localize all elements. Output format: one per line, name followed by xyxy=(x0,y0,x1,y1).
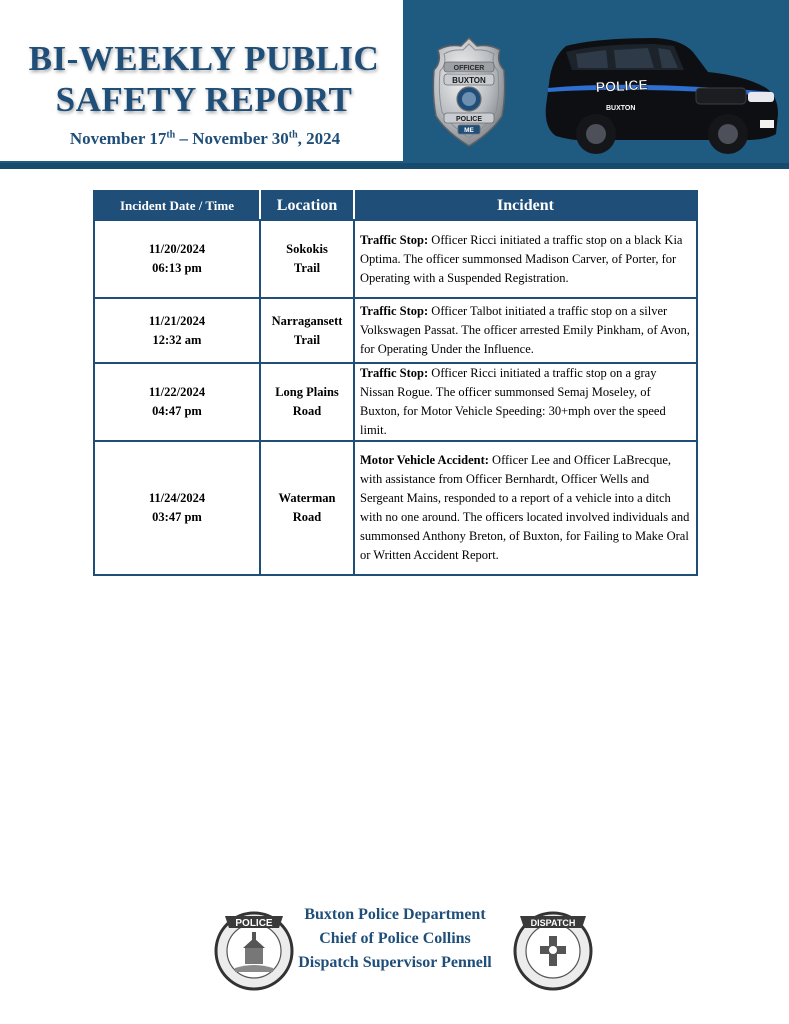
footer-department: Buxton Police Department xyxy=(304,906,486,923)
incident-datetime xyxy=(94,220,260,298)
incident-time: 06:13 pm xyxy=(152,261,202,275)
badge-state: ME xyxy=(464,127,474,134)
incident-datetime xyxy=(94,441,260,575)
date-year: , 2024 xyxy=(297,129,341,148)
incident-type: Traffic Stop: xyxy=(360,232,429,247)
col-header-incident: Incident xyxy=(354,191,697,220)
incident-location xyxy=(260,363,354,441)
incident-text: Officer Lee and Officer LaBrecque, with assistance from Officer Bernhardt, Officer Wells and Sergeant Mains, responded to a report of a vehicle into a ditch with no one around. The officers located involved individuals and summonsed Anthony Breton, of Buxton, for Failing to Make Oral or Written Accident Report. xyxy=(360,453,690,562)
col-header-location: Location xyxy=(260,191,354,220)
dispatch-seal-icon xyxy=(510,906,596,992)
incident-type: Traffic Stop: xyxy=(360,304,429,318)
table-header-row xyxy=(94,191,697,220)
header-divider xyxy=(0,163,789,169)
incident-text: Officer Ricci initiated a traffic stop on a black Kia Optima. The officer summonsed Madison Carver, of Porter, for Operating with a Suspended Registration. xyxy=(360,232,683,285)
incident-location xyxy=(260,298,354,363)
incident-type: Traffic Stop: xyxy=(360,366,429,380)
report-title xyxy=(14,38,394,120)
location-line-2: Road xyxy=(292,510,322,524)
badge-top-text: OFFICER xyxy=(453,65,485,72)
incident-datetime xyxy=(94,363,260,441)
incident-table xyxy=(93,190,698,576)
incident-description xyxy=(354,298,697,363)
location-line-1: Long Plains xyxy=(275,385,339,399)
location-line-2: Trail xyxy=(293,261,321,275)
badge-name: BUXTON xyxy=(452,76,486,85)
location-line-2: Road xyxy=(292,404,322,418)
incident-description xyxy=(354,441,697,575)
incident-description xyxy=(354,220,697,298)
table-row xyxy=(94,298,697,363)
location-line-1: Waterman xyxy=(278,491,336,505)
incident-time: 04:47 pm xyxy=(152,404,202,418)
police-badge-icon xyxy=(430,36,508,148)
date-start-suffix: th xyxy=(166,129,176,141)
car-town-label: BUXTON xyxy=(606,105,636,112)
incident-date: 11/21/2024 xyxy=(148,313,206,328)
footer-dispatch-supervisor: Dispatch Supervisor Pennell xyxy=(298,954,492,971)
police-car-image xyxy=(536,36,782,158)
location-line-2: Trail xyxy=(293,332,321,347)
footer-chief: Chief of Police Collins xyxy=(319,930,471,947)
report-date-range xyxy=(20,129,390,149)
title-line-1: BI-WEEKLY PUBLIC xyxy=(28,39,380,78)
incident-location xyxy=(260,220,354,298)
incident-date: 11/20/2024 xyxy=(148,242,206,256)
incident-description xyxy=(354,363,697,441)
table-row xyxy=(94,441,697,575)
date-end: – November 30 xyxy=(175,129,289,148)
date-start: November 17 xyxy=(69,129,167,148)
incident-text: Officer Talbot initiated a traffic stop on a silver Volkswagen Passat. The officer arrested Emily Pinkham, of Avon, for Operating Under the Influence. xyxy=(360,304,690,356)
location-line-1: Sokokis xyxy=(286,242,328,256)
seal-left-label: POLICE xyxy=(235,918,273,929)
incident-text: Officer Ricci initiated a traffic stop on a gray Nissan Rogue. The officer summonsed Semaj Moseley, of Buxton, for Motor Vehicle Speeding: 30+mph over the speed limit. xyxy=(360,366,666,437)
incident-date: 11/22/2024 xyxy=(148,385,206,399)
table-row xyxy=(94,220,697,298)
col-header-date: Incident Date / Time xyxy=(94,191,260,220)
incident-location xyxy=(260,441,354,575)
incident-date: 11/24/2024 xyxy=(148,491,206,505)
car-police-label: POLICE xyxy=(595,76,649,95)
date-end-suffix: th xyxy=(288,129,298,141)
incident-datetime xyxy=(94,298,260,363)
badge-bottom-text: POLICE xyxy=(455,116,483,123)
incident-time: 12:32 am xyxy=(152,332,202,347)
incident-time: 03:47 pm xyxy=(152,510,202,524)
table-row xyxy=(94,363,697,441)
title-line-2: SAFETY REPORT xyxy=(55,80,353,119)
location-line-1: Narragansett xyxy=(271,313,343,328)
seal-right-label: DISPATCH xyxy=(530,918,576,928)
incident-type: Motor Vehicle Accident: xyxy=(360,453,489,467)
